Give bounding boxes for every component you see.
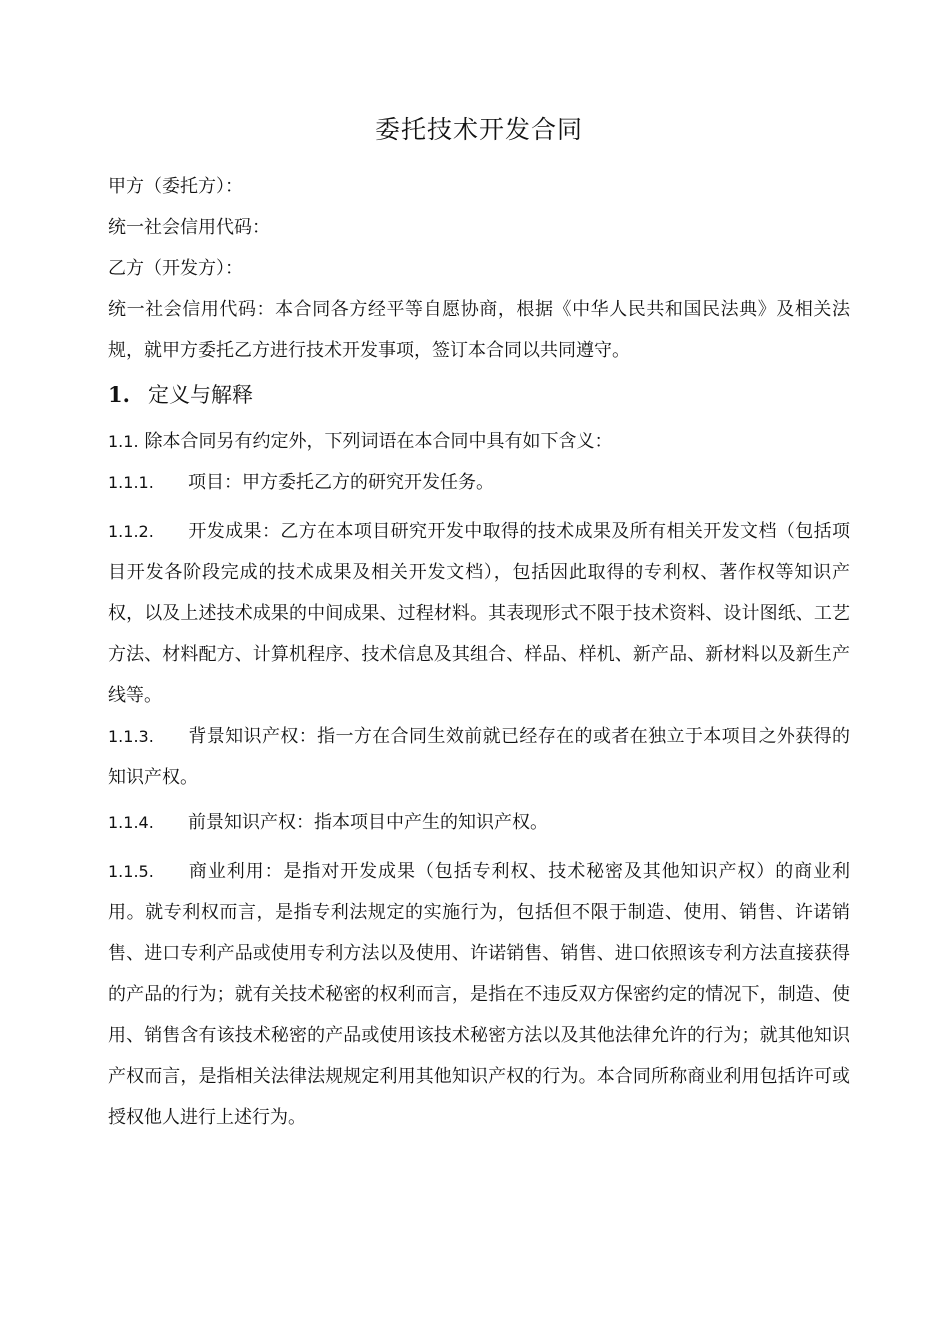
clause-number: 1.1.5. bbox=[108, 862, 154, 881]
clause-text: 商业利用：是指对开发成果（包括专利权、技术秘密及其他知识产权）的商业利用。就专利权而言，是指专利法规定的实施行为，包括但不限于制造、使用、销售、许诺销售、进口专利产品或使用专利方法以及使用、许诺销售、销售、进口依照该专利方法直接获得的产品的行为；就有关技术秘密的权利而言，是指在不违反双方保密约定的情况下，制造、使用、销售含有该技术秘密的产品或使用该技术秘密方法以及其他法律允许的行为；就其他知识产权而言，是指相关法律法规规定利用其他知识产权的行为。本合同所称商业利用包括许可或授权他人进行上述行为。 bbox=[108, 861, 850, 1128]
clause-number: 1.1.2. bbox=[108, 522, 154, 541]
clause-1-1-1 bbox=[108, 462, 850, 503]
clause-text: 项目：甲方委托乙方的研究开发任务。 bbox=[188, 472, 494, 493]
clause-1-1-4 bbox=[108, 802, 850, 843]
clause-text: 开发成果：乙方在本项目研究开发中取得的技术成果及所有相关开发文档（包括项目开发各阶段完成的技术成果及相关开发文档），包括因此取得的专利权、著作权等知识产权，以及上述技术成果的中间成果、过程材料。其表现形式不限于技术资料、设计图纸、工艺方法、材料配方、计算机程序、技术信息及其组合、样品、样机、新产品、新材料以及新生产线等。 bbox=[108, 521, 850, 706]
clause-1-1 bbox=[108, 421, 850, 462]
party-b-line: 乙方（开发方）： bbox=[108, 258, 243, 279]
clause-text: 背景知识产权：指一方在合同生效前就已经存在的或者在独立于本项目之外获得的知识产权。 bbox=[108, 726, 850, 788]
credit-code-a-line: 统一社会信用代码： bbox=[108, 217, 270, 238]
clause-1-1-3 bbox=[108, 716, 850, 798]
section-heading-1 bbox=[108, 373, 850, 417]
clause-number: 1.1.4. bbox=[108, 813, 154, 832]
contract-page bbox=[108, 100, 850, 1138]
clause-number: 1.1. bbox=[108, 432, 139, 451]
document-title: 委托技术开发合同 bbox=[374, 115, 583, 144]
clause-1-1-2 bbox=[108, 511, 850, 716]
clause-text: 前景知识产权：指本项目中产生的知识产权。 bbox=[188, 812, 548, 833]
intro-paragraph: 统一社会信用代码：本合同各方经平等自愿协商，根据《中华人民共和国民法典》及相关法规，就甲方委托乙方进行技术开发事项，签订本合同以共同遵守。 bbox=[108, 299, 850, 361]
party-a-line: 甲方（委托方）： bbox=[108, 176, 243, 197]
clause-text: 除本合同另有约定外，下列词语在本合同中具有如下含义： bbox=[144, 431, 613, 452]
clause-number: 1.1.1. bbox=[108, 473, 154, 492]
section-title: 定义与解释 bbox=[148, 383, 253, 407]
clause-1-1-5 bbox=[108, 851, 850, 1138]
section-number: 1. bbox=[108, 382, 130, 407]
clause-number: 1.1.3. bbox=[108, 727, 154, 746]
